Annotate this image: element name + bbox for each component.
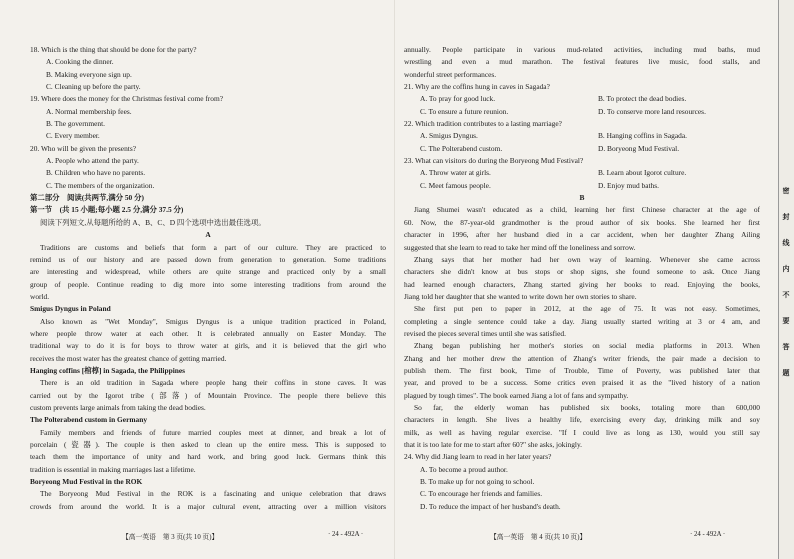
text-line: The Boryeong Mud Festival in the ROK is a fascinating and unique celebration that draws	[40, 489, 386, 499]
sidebar-char: 线	[782, 239, 790, 247]
seal-line-sidebar	[778, 0, 794, 559]
text-line: Jiang told her daughter that she wanted to write down her own stories to share.	[404, 291, 637, 301]
text-line: C. The members of the organization.	[46, 180, 155, 190]
text-line: B. Making everyone sign up.	[46, 69, 132, 79]
text-line: milk, as well as having regular exercise. "If I could live as long as 130, would you still say	[404, 427, 760, 437]
text-line: B	[579, 193, 585, 203]
sidebar-char: 不	[782, 291, 790, 299]
text-line: 22. Which tradition contributes to a lasting marriage?	[404, 119, 562, 129]
sidebar-char: 要	[782, 317, 790, 325]
text-line: completing a single sentence could take a day. Jiang usually started writing at 3 or 4 am, and	[404, 316, 760, 326]
text-line: annually. People participate in various mud-related activities, including mud baths, mud	[404, 45, 760, 54]
text-line: porcelain (瓷器). The couple is then asked to clean up the entire mess. This is supposed to	[30, 440, 386, 449]
text-line: character in 1996, after her husband died in a car accident, when her daughter Zhang Ailing	[404, 230, 760, 240]
text-line: wonderful street performances.	[404, 69, 497, 79]
right-footer-title: 【高一英语 第 4 页(共 10 页)】	[490, 534, 587, 541]
option-row	[404, 143, 760, 155]
text-line: A. Cooking the dinner.	[46, 57, 114, 67]
answer-option: D. Enjoy mud baths.	[598, 180, 659, 190]
text-line: A. People who attend the party.	[46, 156, 139, 166]
text-line: Jiang Shumei wasn't educated as a child, learning her first Chinese character at the age of	[414, 205, 760, 215]
option-row	[404, 93, 760, 105]
text-line: C. Every member.	[46, 131, 100, 141]
text-line: 20. Who will be given the presents?	[30, 143, 136, 153]
answer-option: B. Learn about Igorot culture.	[598, 168, 687, 178]
left-footer-code: · 24 - 492A ·	[328, 531, 364, 538]
text-line: C. Cleaning up before the party.	[46, 82, 141, 92]
text-line: A. Normal membership fees.	[46, 106, 132, 116]
text-line: suggested that she learn to read to take her mind off the loneliness and sorrow.	[404, 242, 636, 252]
text-line: characters she didn't know at bus stops or shop signs, she found someone to ask. Once Jiang	[404, 267, 760, 277]
text-line: crowds from around the world. It is a major cultural event, attracting over a million visitors	[30, 501, 386, 511]
text-line: 23. What can visitors do during the Boryeong Mud Festival?	[404, 156, 584, 166]
text-line: 19. Where does the money for the Christmas festival come from?	[30, 94, 223, 104]
text-line: 18. Which is the thing that should be done for the party?	[30, 45, 197, 54]
text-line: The Polterabend custom in Germany	[30, 415, 148, 425]
text-line: She first put pen to paper in 2012, at the age of 75. It was not easy. Sometimes,	[414, 304, 760, 314]
text-line: Hanging coffins [棺椁] in Sagada, the Philippines	[30, 365, 186, 375]
text-line: publish them. The first book, Time of Trouble, Time of Poverty, was published later that	[404, 365, 760, 375]
answer-option: D. Boryeong Mud Festival.	[598, 143, 680, 153]
text-line: are interesting and widespread, while others are quite strange and practiced only by a small	[30, 267, 386, 277]
text-line: B. The government.	[46, 119, 105, 129]
text-line: tradition is essential in making marriages last a lifetime.	[30, 464, 196, 474]
text-line: custom prevents large animals from taking the dead bodies.	[30, 402, 206, 412]
answer-option: B. To protect the dead bodies.	[598, 94, 687, 104]
option-row	[404, 130, 760, 142]
text-line: remind us of our history and are passed down from generation to generation. Some traditions	[30, 254, 386, 264]
text-line: Also known as "Wet Monday", Smigus Dyngus is a unique tradition practiced in Poland,	[40, 316, 386, 326]
text-line: Traditions are customs and beliefs that form a part of our culture. They are practiced to	[40, 242, 386, 252]
text-line: year, and proved to be a success. Some critics even praised it as the "lived history of a nation	[404, 378, 760, 388]
text-line: 21. Why are the coffins hung in caves in Sagada?	[404, 82, 550, 92]
text-line: carried out by the Igorot tribe (部落) of Mountain Province. The people there believe this	[30, 390, 386, 400]
text-line: 第二部分 阅读(共两节,满分 50 分)	[30, 193, 144, 203]
text-line: revised the pieces several times until she was satisfied.	[404, 328, 566, 338]
text-line: group of people. Continue reading to dig more into some interesting traditions from around the	[30, 279, 386, 289]
left-footer-title: 【高一英语 第 3 页(共 10 页)】	[122, 534, 219, 541]
text-line: B. To make up for not going to school.	[420, 477, 535, 487]
sidebar-char: 内	[782, 265, 790, 273]
text-line: wrestling and even a mud marathon. The festival features live music, food stalls, and	[404, 57, 760, 67]
option-row	[404, 106, 760, 118]
text-line: 60. Now, the 87-year-old grandmother is the proud author of six books. She learned her first	[404, 217, 760, 227]
option-row	[404, 180, 760, 192]
right-footer-code: · 24 - 492A ·	[690, 531, 726, 538]
sidebar-char: 封	[782, 213, 790, 221]
sidebar-char: 题	[782, 369, 790, 377]
text-line: There is an old tradition in Sagada where people hang their coffins in stone caves. It was	[40, 378, 386, 388]
text-line: 阅读下列短文,从每题所给的 A、B、C、D 四个选项中选出最佳选项。	[40, 217, 266, 227]
text-line: traditional way to do it is for boys to throw water at girls, and it is believed that the girl who	[30, 341, 386, 351]
text-line: Zhang says that her mother had her own way of learning. Whenever she came across	[414, 254, 760, 264]
answer-option: A. To pray for good luck.	[420, 94, 496, 104]
text-line: Zhang and her mother drew the attention of Zhang's writer friends, the pair made a decision to	[404, 353, 760, 363]
text-line: receives the most water has the greatest chance of getting married.	[30, 353, 227, 363]
option-row	[404, 167, 760, 179]
text-line: A. To become a proud author.	[420, 464, 508, 474]
text-line: had learned enough characters, Zhang started giving her books to read. Enjoying the books,	[404, 279, 760, 289]
text-line: that it is too late for me to start after 60?" she asks, jokingly.	[404, 440, 583, 449]
answer-option: A. Throw water at girls.	[420, 168, 491, 178]
page-fold-line	[394, 0, 395, 559]
text-line: B. Children who have no parents.	[46, 168, 146, 178]
text-line: Family members and friends of future married couples meet at dinner, and break a lot of	[40, 427, 386, 437]
text-line: world.	[30, 291, 50, 301]
answer-option: D. To conserve more land resources.	[598, 106, 706, 116]
text-line: A	[205, 230, 211, 240]
text-line: 第一节 (共 15 小题;每小题 2.5 分,满分 37.5 分)	[30, 205, 184, 215]
right-page-column	[404, 44, 760, 513]
answer-option: A. Smigus Dyngus.	[420, 131, 478, 141]
text-line: Boryeong Mud Festival in the ROK	[30, 477, 143, 487]
text-line: So far, the elderly woman has published six books, totaling more than 600,000	[414, 402, 760, 412]
text-line: plagued by tough times". The book earned Jiang a lot of fans and sympathy.	[404, 390, 629, 400]
text-line: 24. Why did Jiang learn to read in her later years?	[404, 452, 552, 462]
answer-option: B. Hanging coffins in Sagada.	[598, 131, 687, 141]
answer-option: C. The Polterabend custom.	[420, 143, 503, 153]
text-line: C. To encourage her friends and families.	[420, 489, 543, 499]
answer-option: C. To ensure a future reunion.	[420, 106, 509, 116]
text-line: D. To reduce the impact of her husband's death.	[420, 501, 561, 511]
text-line: Zhang began publishing her mother's stories on social media platforms in 2013. When	[414, 341, 760, 351]
text-line: characters in length. She lives a healthy life, exercising every day, drinking milk and soy	[404, 415, 760, 425]
answer-option: C. Meet famous people.	[420, 180, 491, 190]
text-line: Smigus Dyngus in Poland	[30, 304, 111, 314]
sidebar-char: 密	[782, 187, 790, 195]
sidebar-char: 答	[782, 343, 790, 351]
text-line: where people throw water at each other. It is celebrated annually on Easter Monday. The	[30, 328, 386, 338]
left-page-column	[30, 44, 386, 513]
text-line: teach them the importance of unity and hard work, and bring good luck. Germans think this	[30, 452, 386, 462]
